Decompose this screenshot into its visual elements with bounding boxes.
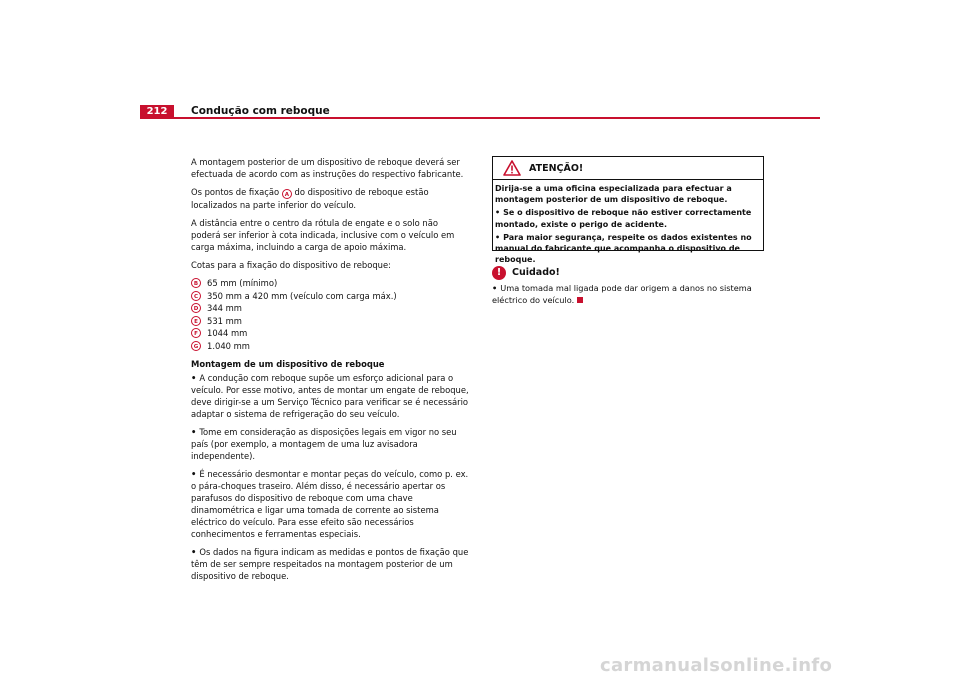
bullet-icon: • bbox=[495, 208, 501, 218]
watermark: carmanualsonline.info bbox=[600, 655, 833, 676]
dimension-item bbox=[191, 302, 469, 315]
warning-paragraph: Dirija-se a uma oficina especializada para efectuar a montagem posterior de um dispositivo de reboque. bbox=[495, 184, 732, 205]
dimension-list bbox=[191, 277, 469, 352]
dimension-value: 1.040 mm bbox=[207, 340, 250, 351]
caution-text-row bbox=[492, 282, 772, 306]
exclamation-circle-icon: ! bbox=[492, 266, 506, 280]
caution-text: Uma tomada mal ligada pode dar origem a danos no sistema eléctrico do veículo. bbox=[492, 283, 752, 305]
mounting-bullet-text: A condução com reboque supõe um esforço adicional para o veículo. Por esse motivo, antes de montar um engate de reboque, deve dirigir-se a um Serviço Técnico para verificar se é necessário adaptar o sistema de refrigeração do seu veículo. bbox=[191, 373, 469, 419]
mounting-bullet-text: Tome em consideração as disposições legais em vigor no seu país (por exemplo, a montagem de uma luz avisadora independente). bbox=[191, 427, 457, 461]
mounting-bullet bbox=[191, 372, 469, 420]
dimension-value: 65 mm (mínimo) bbox=[207, 278, 278, 289]
mounting-section-title: Montagem de um dispositivo de reboque bbox=[191, 359, 385, 369]
warning-bullet bbox=[495, 232, 760, 266]
end-of-section-icon bbox=[577, 297, 583, 303]
bullet-icon: • bbox=[191, 469, 197, 479]
dimension-item bbox=[191, 290, 469, 303]
figure-marker-d: D bbox=[191, 303, 201, 313]
warning-box bbox=[492, 156, 764, 265]
bullet-icon: • bbox=[191, 547, 197, 557]
figure-marker-g: G bbox=[191, 341, 201, 351]
dimension-value: 344 mm bbox=[207, 303, 242, 314]
caution-section bbox=[492, 264, 772, 306]
dimension-item bbox=[191, 340, 469, 353]
mounting-bullet bbox=[191, 546, 469, 582]
figure-marker-e: E bbox=[191, 316, 201, 326]
intro-paragraph-2 bbox=[191, 186, 469, 211]
mounting-bullet-text: Os dados na figura indicam as medidas e pontos de fixação que têm de ser sempre respeitados na montagem posterior de um dispositivo de reboque. bbox=[191, 547, 469, 581]
mounting-bullet bbox=[191, 468, 469, 540]
header-divider bbox=[140, 117, 820, 119]
page-number: 212 bbox=[140, 105, 174, 119]
figure-marker-c: C bbox=[191, 291, 201, 301]
warning-body bbox=[493, 180, 763, 265]
intro-paragraph-1: A montagem posterior de um dispositivo de reboque deverá ser efectuada de acordo com as instruções do respectivo fabricante. bbox=[191, 157, 464, 179]
dimension-value: 1044 mm bbox=[207, 328, 248, 339]
warning-title: ATENÇÃO! bbox=[529, 162, 584, 174]
intro-p2-before: Os pontos de fixação bbox=[191, 187, 280, 197]
dimension-item bbox=[191, 327, 469, 340]
figure-marker-a: A bbox=[282, 189, 292, 199]
caution-title: Cuidado! bbox=[512, 267, 560, 278]
left-column bbox=[191, 156, 469, 588]
warning-bullet-text: Se o dispositivo de reboque não estiver correctamente montado, existe o perigo de acidente. bbox=[495, 208, 752, 229]
figure-marker-f: F bbox=[191, 328, 201, 338]
mounting-bullet bbox=[191, 426, 469, 462]
intro-paragraph-3: A distância entre o centro da rótula de engate e o solo não poderá ser inferior à cota indicada, inclusive com o veículo em carga máxima, incluindo a carga de apoio máxima. bbox=[191, 218, 455, 252]
warning-bullet bbox=[495, 207, 760, 229]
page-title: Condução com reboque bbox=[191, 105, 330, 117]
mounting-bullet-text: É necessário desmontar e montar peças do veículo, como p. ex. o pára-choques traseiro. Além disso, é necessário apertar os parafusos do dispositivo de reboque com uma chave dinamométrica e ligar uma tomada de corrente ao sistema eléctrico do veículo. Para esse efeito são necessários conhecimentos e ferramentas especiais. bbox=[191, 469, 469, 539]
caution-header bbox=[492, 264, 772, 282]
bullet-icon: • bbox=[492, 283, 498, 293]
dimension-item bbox=[191, 315, 469, 328]
warning-header bbox=[493, 157, 763, 180]
warning-triangle-icon bbox=[503, 160, 521, 176]
warning-bullet-text: Para maior segurança, respeite os dados existentes no manual do fabricante que acompanha o dispositivo de reboque. bbox=[495, 232, 752, 265]
dimension-item bbox=[191, 277, 469, 290]
bullet-icon: • bbox=[191, 427, 197, 437]
figure-marker-b: B bbox=[191, 278, 201, 288]
intro-p2-after: do dispositivo de reboque estão localizados na parte inferior do veículo. bbox=[191, 187, 429, 210]
intro-paragraph-4: Cotas para a fixação do dispositivo de reboque: bbox=[191, 260, 391, 270]
dimension-value: 350 mm a 420 mm (veículo com carga máx.) bbox=[207, 290, 397, 301]
bullet-icon: • bbox=[495, 232, 501, 242]
dimension-value: 531 mm bbox=[207, 315, 242, 326]
bullet-icon: • bbox=[191, 373, 197, 383]
